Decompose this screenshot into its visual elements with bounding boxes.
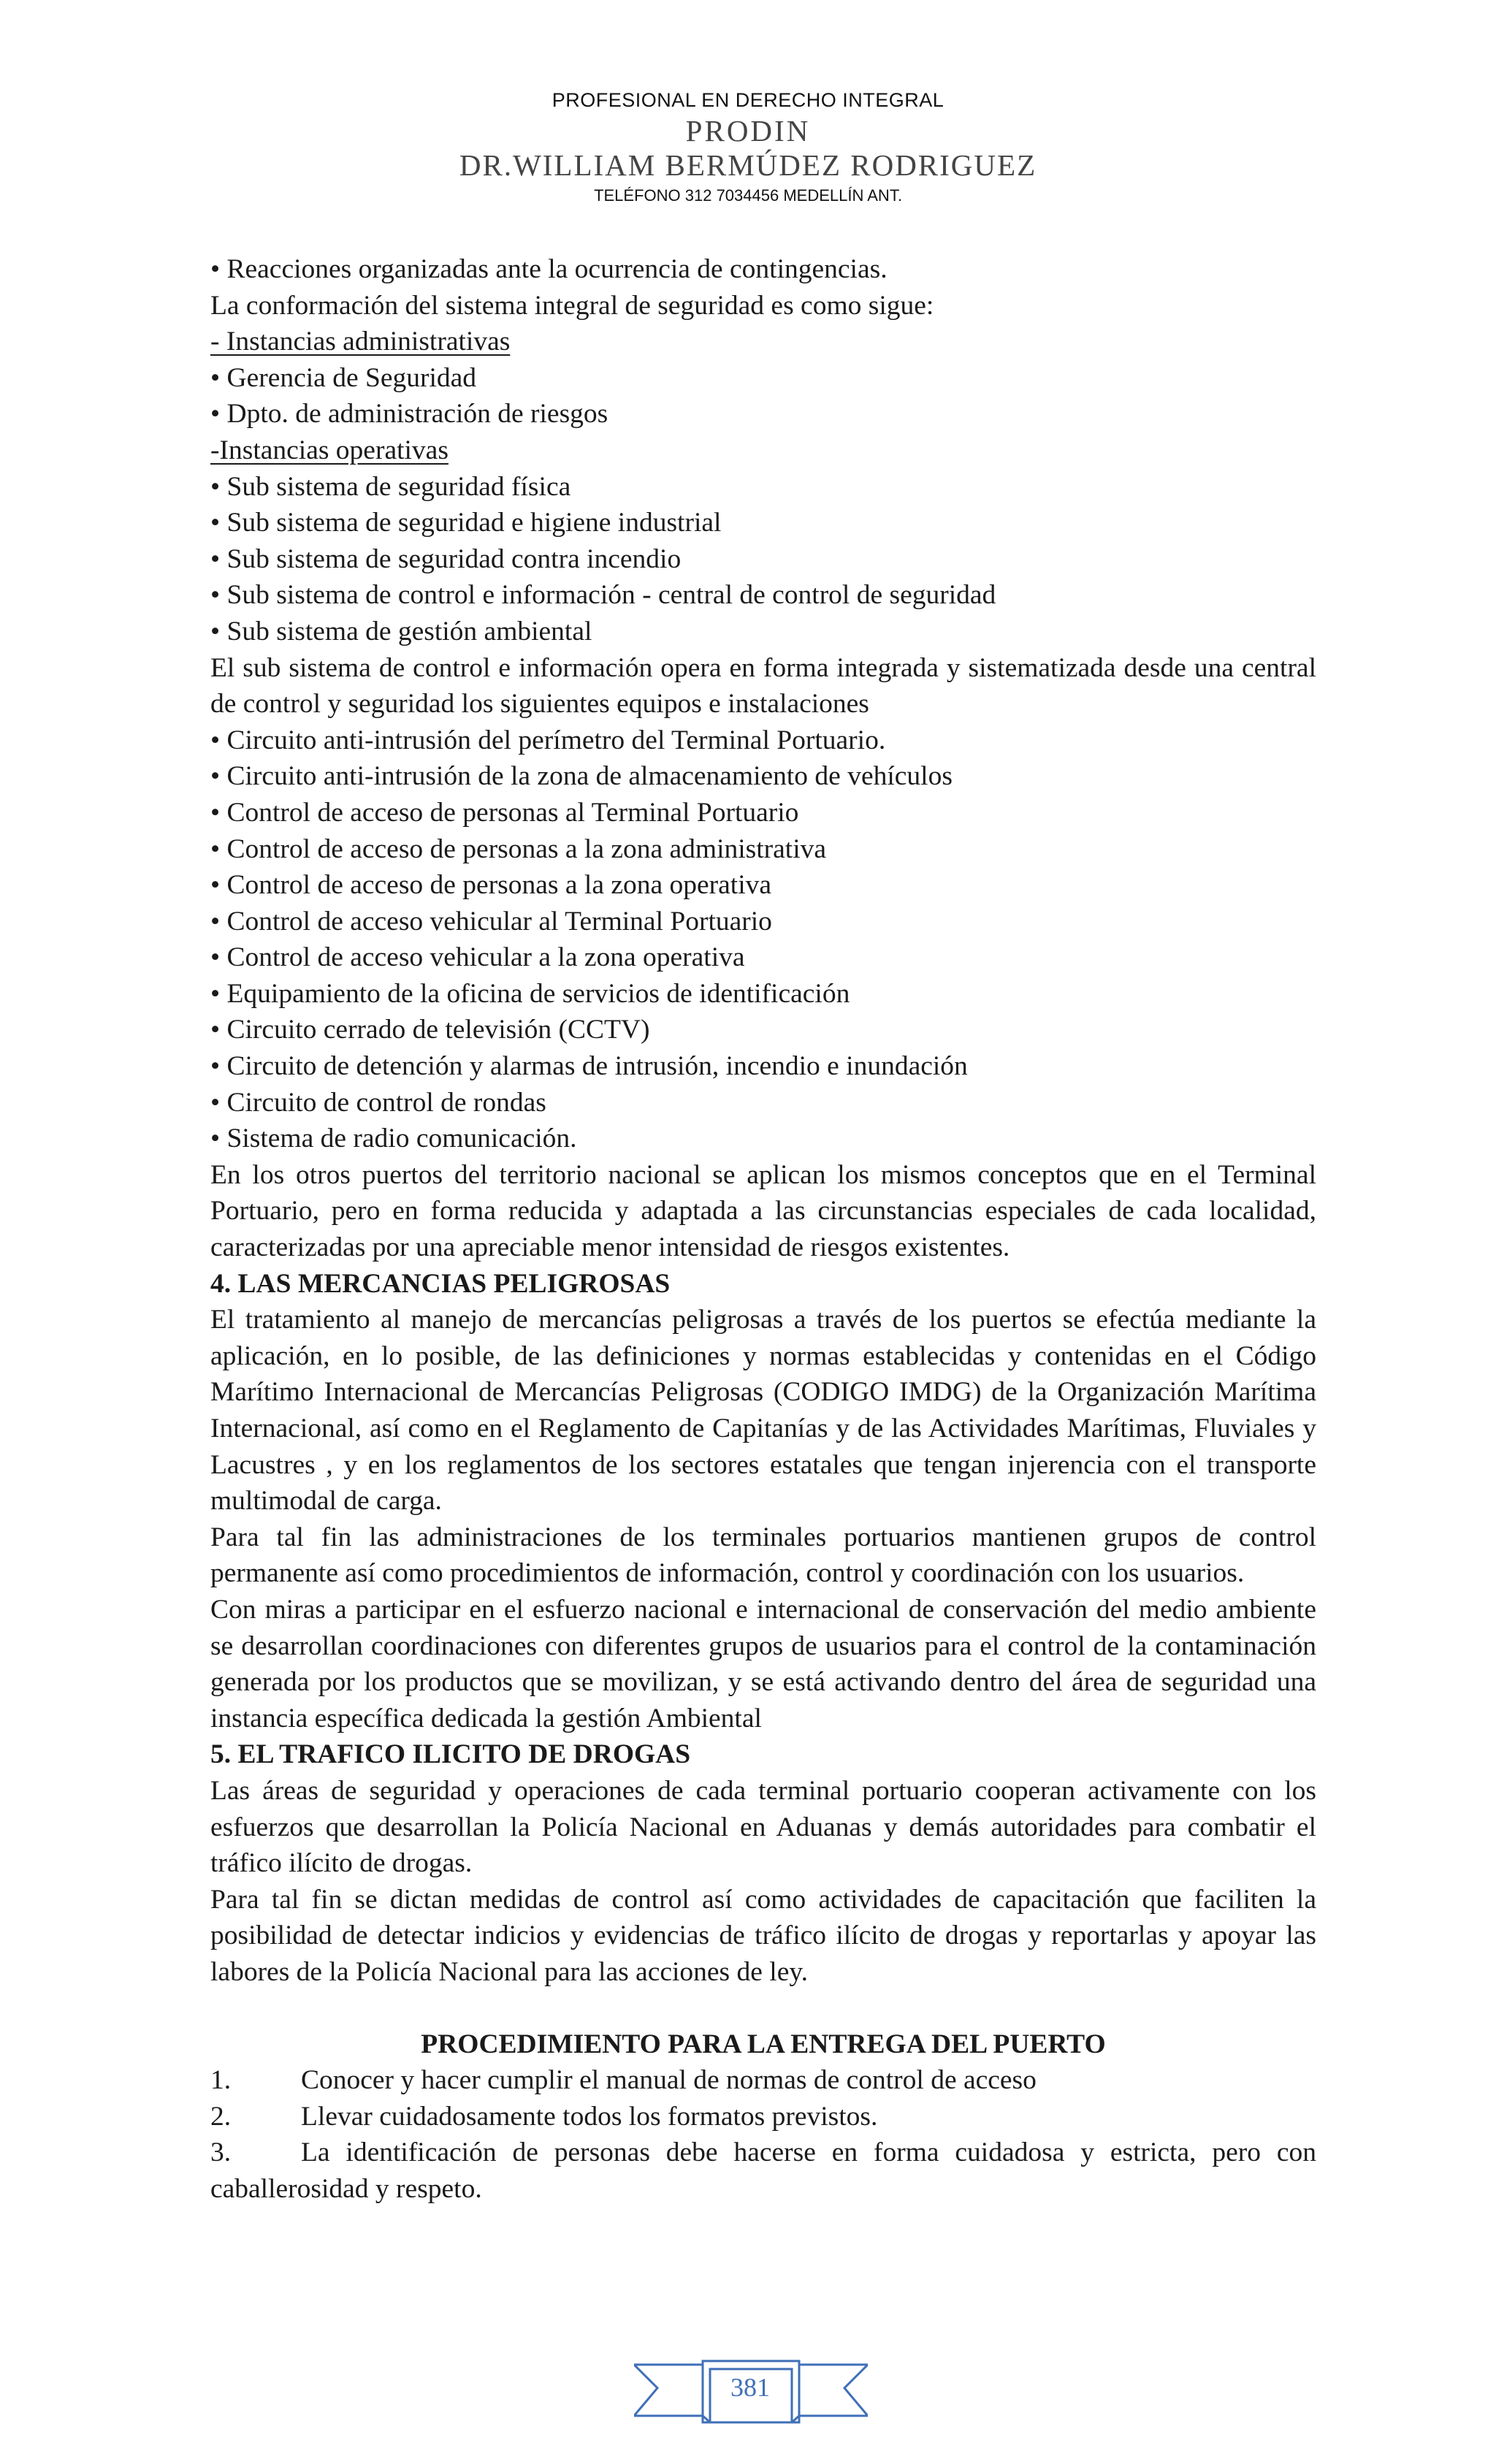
header-author: DR.WILLIAM BERMÚDEZ RODRIGUEZ: [459, 148, 1037, 182]
bullet-item: • Circuito cerrado de televisión (CCTV): [210, 1015, 650, 1045]
bullet-item: • Control de acceso de personas al Terminal Portuario: [210, 797, 799, 828]
paragraph: Las áreas de seguridad y operaciones de cada terminal portuario cooperan activamente con los esfuerzos que desarrollan la Policía Nacional en Aduanas y demás autoridades para combatir el tráfico ilícito de drogas.: [210, 1775, 1316, 1879]
bullet-item: • Equipamiento de la oficina de servicios de identificación: [210, 978, 850, 1009]
section-subheading: - Instancias administrativas: [210, 327, 511, 357]
item-text: Conocer y hacer cumplir el manual de normas de control de acceso: [301, 2065, 1037, 2096]
paragraph: En los otros puertos del territorio nacional se aplican los mismos conceptos que en el Terminal Portuario, pero en forma reducida y adaptada a las circunstancias especiales de cada localidad, caracterizadas por una apreciable menor intensidad de riesgos existentes.: [210, 1159, 1316, 1263]
header-brand: PRODIN: [685, 114, 811, 148]
bullet-item: • Control de acceso de personas a la zona operativa: [210, 870, 772, 901]
bullet-item: • Sistema de radio comunicación.: [210, 1124, 577, 1154]
numbered-item: [210, 2135, 1316, 2207]
paragraph: El tratamiento al manejo de mercancías peligrosas a través de los puertos se efectúa mediante la aplicación, en lo posible, de las definiciones y normas establecidas y contenidas en el Código Marítimo Internacional de Mercancías Peligrosas (CODIGO IMDG) de la Organización Marítima Internacional, así como en el Reglamento de Capitanías y de las Actividades Marítimas, Fluviales y Lacustres , y en los reglamentos de los sectores estatales que tengan injerencia con el transporte multimodal de carga.: [210, 1305, 1316, 1517]
bullet-item: • Sub sistema de seguridad contra incendio: [210, 543, 682, 574]
bullet-item: • Control de acceso vehicular a la zona operativa: [210, 942, 745, 973]
page-number: 381: [730, 2373, 770, 2402]
paragraph: La conformación del sistema integral de seguridad es como sigue:: [210, 290, 934, 321]
paragraph: El sub sistema de control e información opera en forma integrada y sistematizada desde una central de control y seguridad los siguientes equipos e instalaciones: [210, 652, 1316, 720]
bullet-item: • Control de acceso vehicular al Terminal Portuario: [210, 906, 772, 937]
bullet-item: • Sub sistema de gestión ambiental: [210, 616, 592, 646]
section-heading: 4. LAS MERCANCIAS PELIGROSAS: [210, 1268, 671, 1299]
numbered-item: [210, 2099, 1316, 2135]
procedure-title: PROCEDIMIENTO PARA LA ENTREGA DEL PUERTO: [421, 2029, 1106, 2059]
bullet-item: • Gerencia de Seguridad: [210, 362, 477, 393]
bullet-item: • Sub sistema de seguridad física: [210, 471, 571, 502]
section-subheading: -Instancias operativas: [210, 435, 449, 465]
item-text: Llevar cuidadosamente todos los formatos previstos.: [301, 2101, 878, 2132]
vertical-gap: [210, 1991, 1316, 2026]
paragraph: Para tal fin las administraciones de los terminales portuarios mantienen grupos de control permanente así como procedimientos de información, control y coordinación con los usuarios.: [210, 1522, 1316, 1589]
page-header: [0, 86, 1496, 209]
item-number: 3.: [210, 2137, 232, 2168]
paragraph: Con miras a participar en el esfuerzo nacional e internacional de conservación del medio ambiente se desarrollan coordinaciones con diferentes grupos de usuarios para el control de la contaminación generada por los productos que se movilizan, y se está activando dentro del área de seguridad una instancia específica dedicada la gestión Ambiental: [210, 1594, 1316, 1733]
header-profession: PROFESIONAL EN DERECHO INTEGRAL: [552, 89, 944, 111]
bullet-item: • Circuito de detención y alarmas de intrusión, incendio e inundación: [210, 1051, 968, 1082]
bullet-item: • Circuito anti-intrusión del perímetro del Terminal Portuario.: [210, 725, 886, 755]
bullet-item: • Circuito de control de rondas: [210, 1087, 546, 1118]
bullet-item: • Sub sistema de control e información - central de control de seguridad: [210, 580, 996, 611]
bullet-item: • Dpto. de administración de riesgos: [210, 399, 608, 430]
bullet-item: • Circuito anti-intrusión de la zona de almacenamiento de vehículos: [210, 761, 953, 792]
document-body: [210, 251, 1316, 2207]
item-number: 1.: [210, 2065, 232, 2096]
item-text: La identificación de personas debe hacerse en forma cuidadosa y estricta, pero con caballerosidad y respeto.: [210, 2137, 1316, 2204]
bullet-item: • Control de acceso de personas a la zona administrativa: [210, 834, 827, 864]
numbered-item: [210, 2062, 1316, 2099]
bullet-item: • Reacciones organizadas ante la ocurrencia de contingencias.: [210, 254, 888, 284]
bullet-item: • Sub sistema de seguridad e higiene industrial: [210, 508, 722, 538]
paragraph: Para tal fin se dictan medidas de control así como actividades de capacitación que faciliten la posibilidad de detectar indicios y evidencias de tráfico ilícito de drogas y reportarlas y apoyar las labores de la Policía Nacional para las acciones de ley.: [210, 1884, 1316, 1987]
item-number: 2.: [210, 2101, 232, 2132]
header-phone: TELÉFONO 312 7034456 MEDELLÍN ANT.: [594, 186, 902, 205]
section-heading: 5. EL TRAFICO ILICITO DE DROGAS: [210, 1739, 691, 1770]
